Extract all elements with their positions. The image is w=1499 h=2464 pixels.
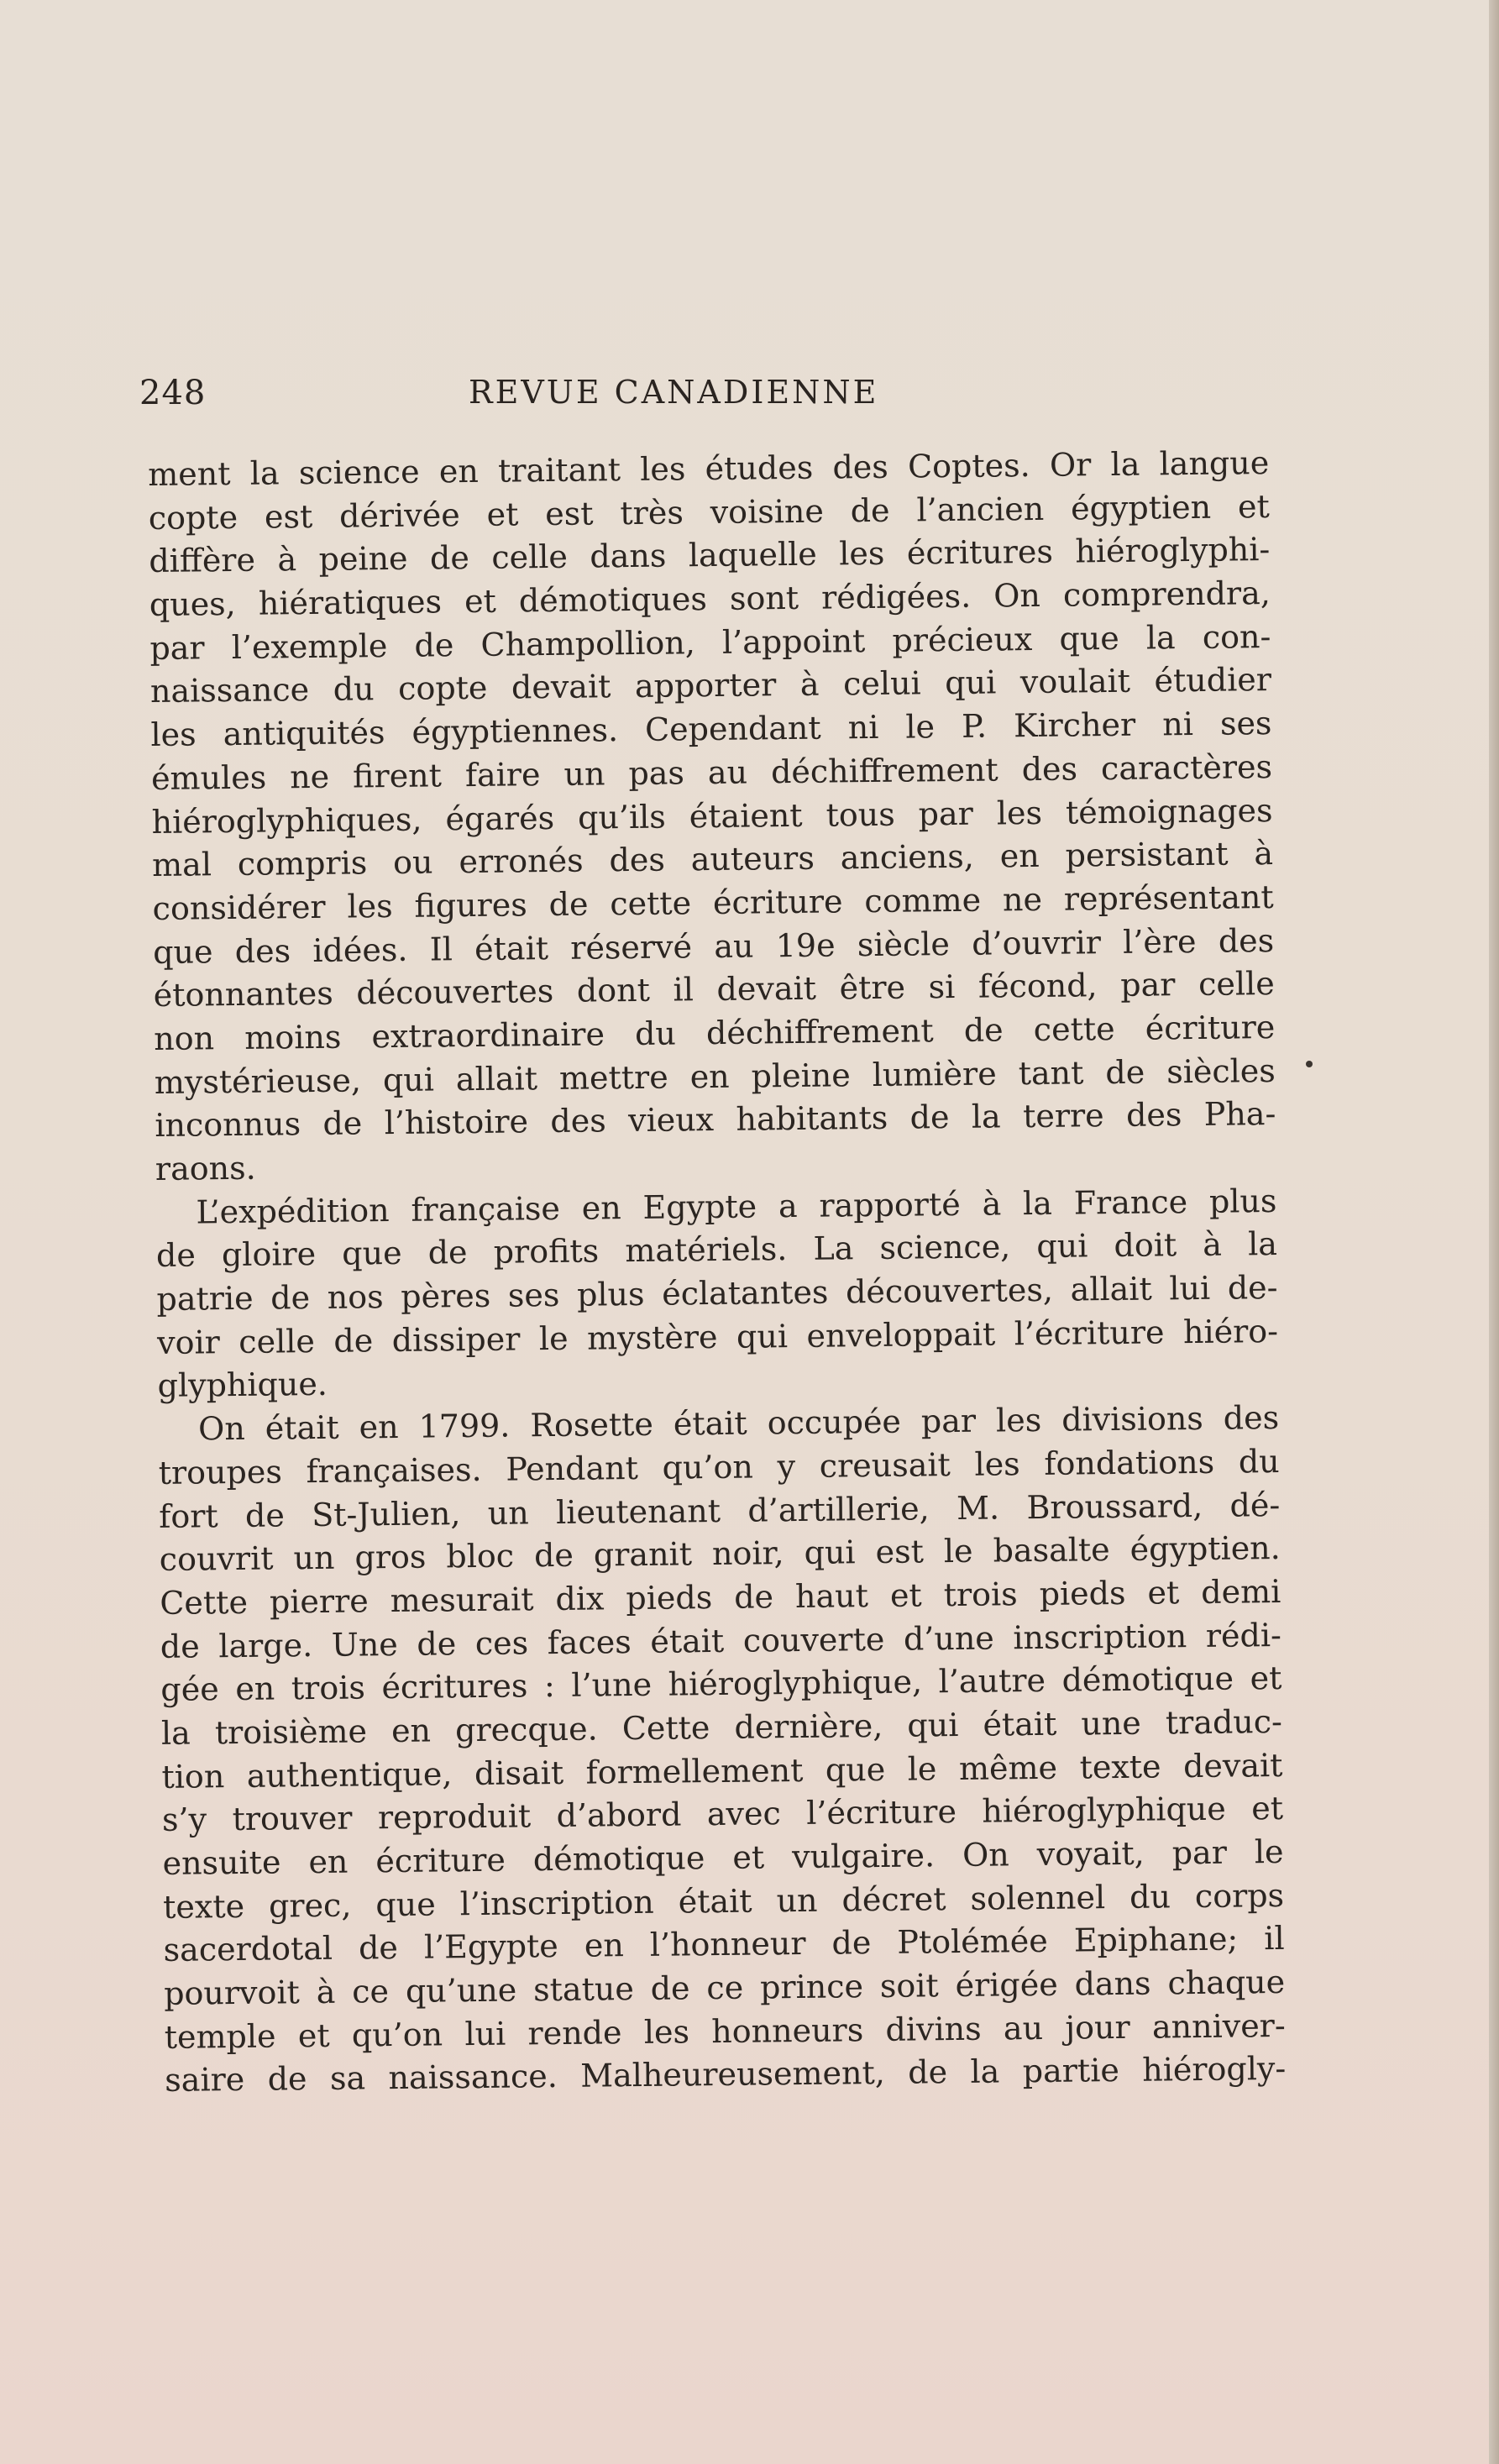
running-title: REVUE CANADIENNE: [469, 374, 879, 411]
page-number: 248: [139, 374, 207, 412]
text-line: inconnus de l’histoire des vieux habitants de la terre des Pha-: [155, 1095, 1276, 1145]
ink-speck: [1306, 1061, 1313, 1067]
text-line: ques, hiératiques et démotiques sont rédigées. On comprendra,: [149, 574, 1271, 624]
text-line: patrie de nos pères ses plus éclatantes découvertes, allait lui de-: [156, 1269, 1278, 1319]
text-line: voir celle de dissiper le mystère qui enveloppait l’écriture hiéro-: [156, 1312, 1279, 1361]
text-line: mal compris ou erronés des auteurs anciens, en persistant à: [151, 835, 1274, 884]
text-line: glyphique.: [157, 1366, 328, 1405]
text-line: tion authentique, disait formellement que le même texte devait: [161, 1746, 1283, 1796]
text-line: émules ne firent faire un pas au déchiffrement des caractères: [150, 747, 1273, 797]
text-line: L’expédition française en Egypte a rapporté à la France plus: [196, 1182, 1277, 1231]
text-line: Cette pierre mesurait dix pieds de haut et trois pieds et demi: [160, 1572, 1281, 1622]
text-line: les antiquités égyptiennes. Cependant ni le P. Kircher ni ses: [150, 705, 1272, 754]
text-line: mystérieuse, qui allait mettre en pleine lumière tant de siècles: [154, 1051, 1276, 1101]
text-line: pourvoit à ce qu’une statue de ce prince soit érigée dans chaque: [163, 1963, 1286, 2012]
text-line: étonnantes découvertes dont il devait être si fécond, par celle: [153, 965, 1275, 1014]
text-line: considérer les figures de cette écriture comme ne représentant: [152, 878, 1274, 927]
text-line: par l’exemple de Champollion, l’appoint précieux que la con-: [149, 617, 1271, 667]
text-line: de large. Une de ces faces était couverte d’une inscription rédi-: [160, 1616, 1282, 1665]
text-line: gée en trois écritures : l’une hiéroglyphique, l’autre démotique et: [160, 1659, 1282, 1709]
running-header: [139, 374, 1273, 424]
text-line: temple et qu’on lui rende les honneurs divins au jour anniver-: [164, 2006, 1286, 2056]
text-line: saire de sa naissance. Malheureusement, de la partie hiérogly-: [165, 2050, 1287, 2100]
text-line: troupes françaises. Pendant qu’on y creusait les fondations du: [158, 1442, 1280, 1492]
text-line: hiéroglyphiques, égarés qu’ils étaient tous par les témoignages: [151, 791, 1273, 841]
text-line: texte grec, que l’inscription était un décret solennel du corps: [162, 1876, 1285, 1926]
text-line: s’y trouver reproduit d’abord avec l’écriture hiéroglyphique et: [161, 1790, 1284, 1839]
text-line: que des idées. Il était réservé au 19e siècle d’ouvrir l’ère des: [152, 921, 1275, 971]
text-line: diffère à peine de celle dans laquelle les écritures hiéroglyphi-: [149, 531, 1271, 580]
text-line: de gloire que de profits matériels. La science, qui doit à la: [155, 1225, 1278, 1275]
text-line: ensuite en écriture démotique et vulgaire. On voyait, par le: [162, 1832, 1284, 1882]
text-line: naissance du copte devait apporter à celui qui voulait étudier: [149, 661, 1272, 710]
text-line: couvrit un gros bloc de granit noir, qui est le basalte égyptien.: [159, 1529, 1281, 1579]
text-line: non moins extraordinaire du déchiffrement de cette écriture: [154, 1008, 1276, 1057]
text-line: On était en 1799. Rosette était occupée par les divisions des: [197, 1399, 1280, 1448]
page-edge: [1489, 0, 1499, 2464]
text-line: sacerdotal de l’Egypte en l’honneur de Ptolémée Epiphane; il: [163, 1920, 1285, 1969]
body-text: [148, 442, 1286, 2103]
text-line: fort de St-Julien, un lieutenant d’artillerie, M. Broussard, dé-: [159, 1486, 1281, 1535]
text-line: raons.: [155, 1149, 256, 1187]
text-line: ment la science en traitant les études des Coptes. Or la langue: [148, 444, 1270, 493]
text-line: copte est dérivée et est très voisine de l’ancien égyptien et: [148, 487, 1270, 537]
text-line: la troisième en grecque. Cette dernière, qui était une traduc-: [160, 1702, 1283, 1752]
